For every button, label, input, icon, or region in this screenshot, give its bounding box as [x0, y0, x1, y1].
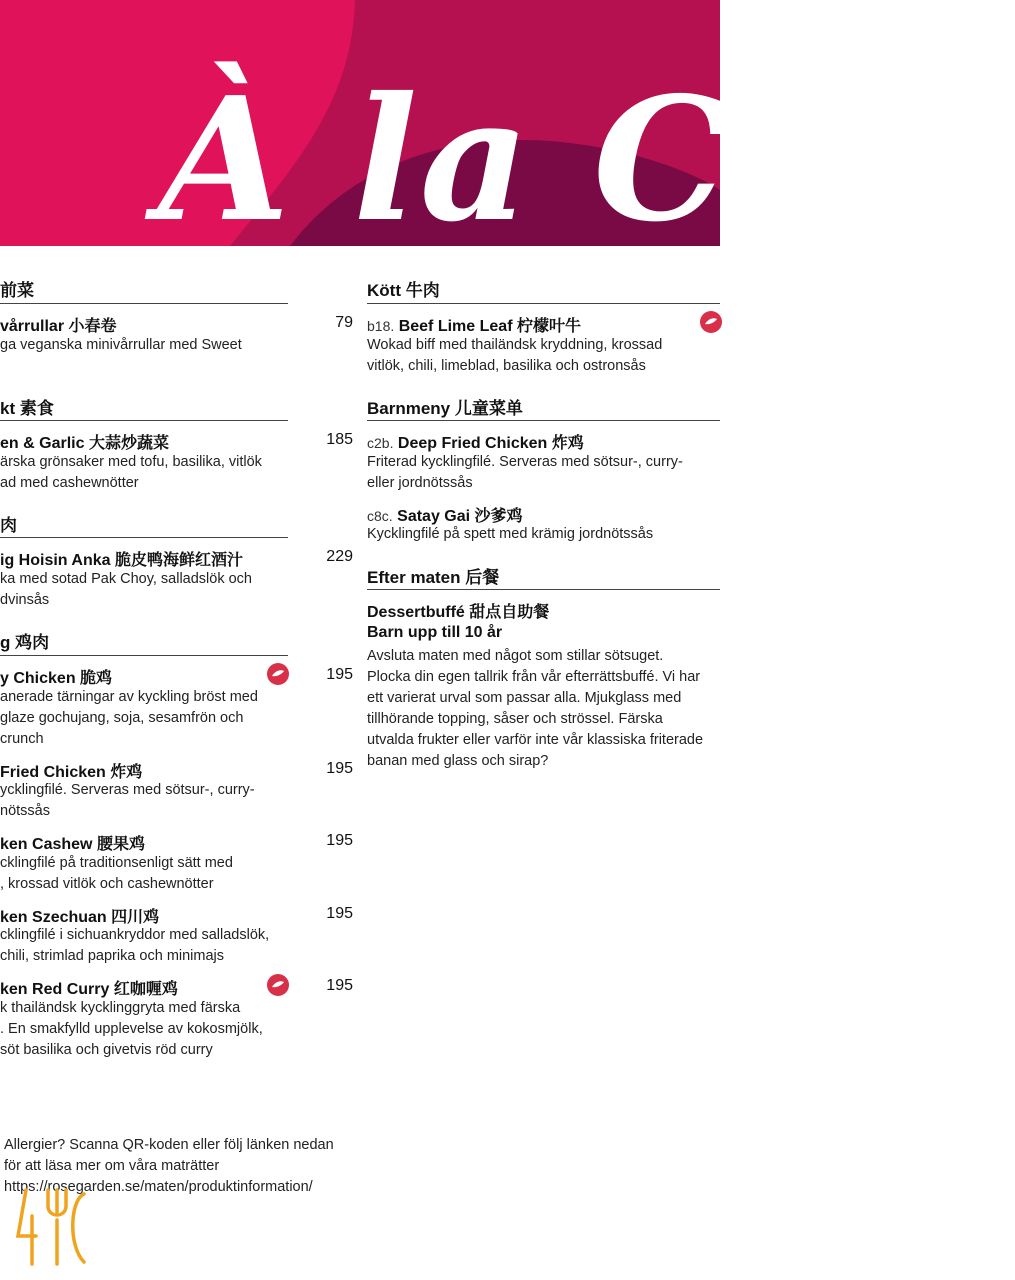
item-code: c2b.	[367, 435, 394, 451]
section-heading	[0, 628, 49, 653]
menu-item-title	[0, 547, 243, 570]
item-subtitle: Barn upp till 10 år	[367, 624, 503, 641]
item-price: 195	[326, 666, 353, 683]
item-name-cn: 沙爹鸡	[474, 506, 523, 525]
menu-item-title	[0, 665, 112, 688]
desc-line: glaze gochujang, soja, sesamfrön och	[0, 710, 244, 726]
item-description	[0, 780, 255, 822]
footer-line: för att läsa mer om våra maträtter	[4, 1158, 220, 1174]
desc-line: Plocka din egen tallrik från vår efterrättsbuffé. Vi har	[367, 669, 701, 685]
item-description	[0, 335, 242, 356]
item-name-cn: 小春卷	[68, 316, 117, 335]
chili-icon	[267, 663, 289, 685]
menu-item-title	[0, 831, 145, 854]
heading-text: Efter maten	[367, 568, 461, 587]
item-price: 195	[326, 905, 353, 922]
desc-line: banan med glass och sirap?	[367, 753, 549, 769]
item-name-cn: 炸鸡	[551, 433, 584, 452]
section-heading	[367, 276, 440, 301]
section-heading	[367, 394, 523, 419]
divider	[367, 420, 720, 421]
item-name: Deep Fried Chicken	[397, 435, 548, 452]
item-name-cn: 脆皮鸭海鲜红酒汁	[114, 550, 243, 569]
item-name: Dessertbuffé	[367, 604, 465, 621]
section-heading: 肉	[0, 516, 17, 536]
desc-line: , krossad vitlök och cashewnötter	[0, 876, 214, 892]
item-price: 79	[335, 314, 353, 331]
item-price: 195	[326, 760, 353, 777]
item-name: ken Red Curry	[0, 981, 110, 998]
chili-icon	[700, 311, 722, 333]
item-name: en & Garlic	[0, 435, 85, 452]
header-banner	[0, 0, 1015, 260]
menu-item-title	[0, 904, 159, 927]
menu-item-title	[0, 430, 169, 453]
chili-icon	[267, 974, 289, 996]
menu-item-title	[0, 976, 178, 999]
desc-line: utvalda frukter eller varför inte vår klassiska friterade	[367, 732, 704, 748]
heading-text: g	[0, 633, 11, 652]
item-description	[0, 853, 233, 895]
desc-line: Kycklingfilé på spett med krämig jordnötssås	[367, 526, 654, 542]
item-name: Satay Gai	[397, 508, 471, 525]
heading-text-cn: 后餐	[465, 568, 500, 588]
desc-line: anerade tärningar av kyckling bröst med	[0, 689, 258, 705]
menu-item-title	[367, 430, 584, 453]
page-title: À la Cart	[158, 60, 1015, 260]
menu-item-title	[367, 503, 523, 526]
divider	[0, 537, 288, 538]
desc-line: Avsluta maten med något som stillar sötsuget.	[367, 648, 664, 664]
item-price: 195	[326, 832, 353, 849]
desc-line: vitlök, chili, limeblad, basilika och ostronsås	[367, 358, 646, 374]
heading-text-cn: 鸡肉	[15, 633, 50, 653]
menu-item-title	[0, 313, 117, 336]
item-name-cn: 四川鸡	[111, 907, 160, 926]
heading-text: Kött	[367, 281, 401, 300]
item-name: vårrullar	[0, 318, 65, 335]
item-code: c8c.	[367, 508, 393, 524]
item-name-cn: 腰果鸡	[96, 834, 145, 853]
heading-text-cn: 牛肉	[405, 281, 440, 301]
item-name-cn: 脆鸡	[80, 668, 113, 687]
item-name: ken Szechuan	[0, 909, 107, 926]
item-description	[367, 335, 662, 377]
divider	[367, 303, 720, 304]
desc-line: ad med cashewnötter	[0, 475, 139, 491]
item-code: b18.	[367, 318, 395, 334]
heading-text-cn: 素食	[19, 399, 54, 419]
item-description	[0, 452, 262, 494]
desc-line: ga veganska minivårrullar med Sweet	[0, 337, 242, 353]
item-name: y Chicken	[0, 670, 76, 687]
desc-line: crunch	[0, 731, 44, 747]
desc-line: ycklingfilé. Serveras med sötsur-, curry-	[0, 782, 255, 798]
divider	[367, 589, 720, 590]
menu-item-title	[0, 759, 142, 782]
item-description	[0, 569, 252, 611]
desc-line: söt basilika och givetvis röd curry	[0, 1042, 213, 1058]
item-description	[0, 687, 258, 750]
divider	[0, 420, 288, 421]
desc-line: k thailändsk kycklinggryta med färska	[0, 1000, 241, 1016]
heading-text: Barnmeny	[367, 399, 451, 418]
item-name-cn: 炸鸡	[110, 762, 143, 781]
heading-text-cn: 儿童菜单	[454, 399, 523, 419]
item-name-cn: 柠檬叶牛	[516, 316, 581, 335]
item-description	[367, 646, 703, 772]
allergy-link[interactable]: https://rosegarden.se/maten/produktinformation/	[4, 1179, 313, 1195]
item-name: Beef Lime Leaf	[398, 318, 513, 335]
divider	[0, 303, 288, 304]
item-description	[367, 452, 683, 494]
item-price: 229	[326, 548, 353, 565]
desc-line: cklingfilé på traditionsenligt sätt med	[0, 855, 233, 871]
item-price: 185	[326, 431, 353, 448]
section-heading: 前菜	[0, 281, 34, 301]
heading-text: kt	[0, 399, 16, 418]
desc-line: Wokad biff med thailändsk kryddning, krossad	[367, 337, 663, 353]
item-description	[0, 998, 263, 1061]
desc-line: chili, strimlad paprika och minimajs	[0, 948, 225, 964]
desc-line: eller jordnötssås	[367, 475, 473, 491]
item-description	[0, 925, 269, 967]
item-name: ig Hoisin Anka	[0, 552, 111, 569]
section-heading	[0, 394, 54, 419]
item-name-cn: 大蒜炒蔬菜	[88, 433, 169, 452]
desc-line: Friterad kycklingfilé. Serveras med sötsur-, curry-	[367, 454, 683, 470]
menu-item-title	[367, 599, 549, 622]
item-name: ken Cashew	[0, 836, 93, 853]
desc-line: ka med sotad Pak Choy, salladslök och	[0, 571, 253, 587]
desc-line: ärska grönsaker med tofu, basilika, vitlök	[0, 454, 262, 470]
desc-line: . En smakfylld upplevelse av kokosmjölk,	[0, 1021, 263, 1037]
item-price: 195	[326, 977, 353, 994]
desc-line: tillhörande topping, såser och strössel. Färska	[367, 711, 663, 727]
footer-line: Allergier? Scanna QR-koden eller följ länken nedan	[4, 1137, 334, 1153]
desc-line: nötssås	[0, 803, 50, 819]
divider	[0, 655, 288, 656]
section-heading	[367, 563, 499, 588]
menu-item-title	[367, 313, 581, 336]
desc-line: dvinsås	[0, 592, 50, 608]
item-name-cn: 甜点自助餐	[469, 602, 550, 621]
item-description	[367, 524, 653, 545]
desc-line: cklingfilé i sichuankryddor med salladslök,	[0, 927, 270, 943]
desc-line: ett varierat urval som passar alla. Mjukglass med	[367, 690, 682, 706]
fork-logo-icon	[14, 1186, 90, 1268]
item-name: Fried Chicken	[0, 764, 106, 781]
item-name-cn: 红咖喱鸡	[113, 979, 178, 998]
